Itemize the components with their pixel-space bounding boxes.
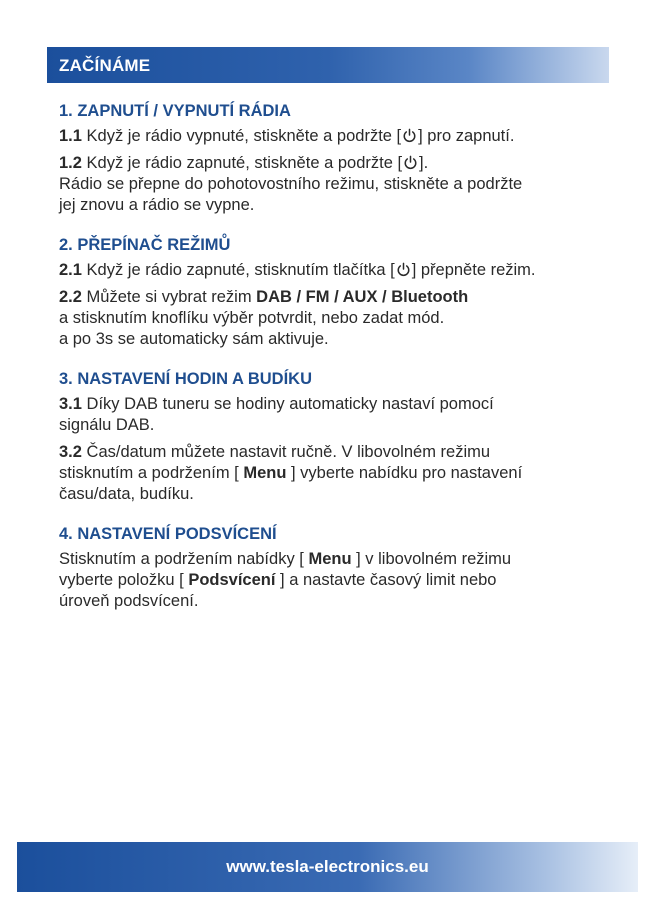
power-icon bbox=[402, 128, 417, 143]
section-backlight bbox=[59, 523, 619, 612]
section-mode bbox=[59, 234, 619, 350]
manual-content bbox=[59, 100, 619, 630]
step-2-1: 2.1 Když je rádio zapnuté, stisknutím tlačítka [ ] přepněte režim. bbox=[59, 261, 536, 279]
power-icon bbox=[396, 262, 411, 277]
section-power bbox=[59, 100, 619, 216]
step-3-2: 3.2 Čas/datum můžete nastavit ručně. V libovolném režimu stisknutím a podržením [ Menu ] vyberte nabídku pro nastavení času/data, budíku. bbox=[59, 443, 523, 503]
section-heading: 1. ZAPNUTÍ / VYPNUTÍ RÁDIA bbox=[59, 102, 291, 120]
power-icon bbox=[403, 155, 418, 170]
step-2-2: 2.2 Můžete si vybrat režim DAB / FM / AUX / Bluetooth a stisknutím knoflíku výběr potvrdit, nebo zadat mód. a po 3s se automaticky sám aktivuje. bbox=[59, 288, 469, 348]
footer-bar bbox=[17, 842, 638, 892]
step-1-2: 1.2 Když je rádio zapnuté, stiskněte a podržte [ ]. Rádio se přepne do pohotovostního režimu, stiskněte a podržte jej znovu a rádio se vypne. bbox=[59, 154, 523, 214]
banner-title: ZAČÍNÁME bbox=[59, 56, 151, 75]
step-4: Stisknutím a podržením nabídky [ Menu ] v libovolném režimu vyberte položku [ Podsvícení ] a nastavte časový limit nebo úroveň podsvícení. bbox=[59, 550, 512, 610]
website-link[interactable]: www.tesla-electronics.eu bbox=[226, 857, 429, 876]
section-heading: 4. NASTAVENÍ PODSVÍCENÍ bbox=[59, 525, 277, 543]
section-heading: 3. NASTAVENÍ HODIN A BUDÍKU bbox=[59, 370, 313, 388]
step-1-1: 1.1 Když je rádio vypnuté, stiskněte a podržte [ ] pro zapnutí. bbox=[59, 127, 515, 145]
step-3-1: 3.1 Díky DAB tuneru se hodiny automaticky nastaví pomocí signálu DAB. bbox=[59, 395, 494, 434]
section-heading: 2. PŘEPÍNAČ REŽIMŮ bbox=[59, 236, 231, 254]
section-banner bbox=[47, 47, 609, 83]
section-clock bbox=[59, 368, 619, 505]
